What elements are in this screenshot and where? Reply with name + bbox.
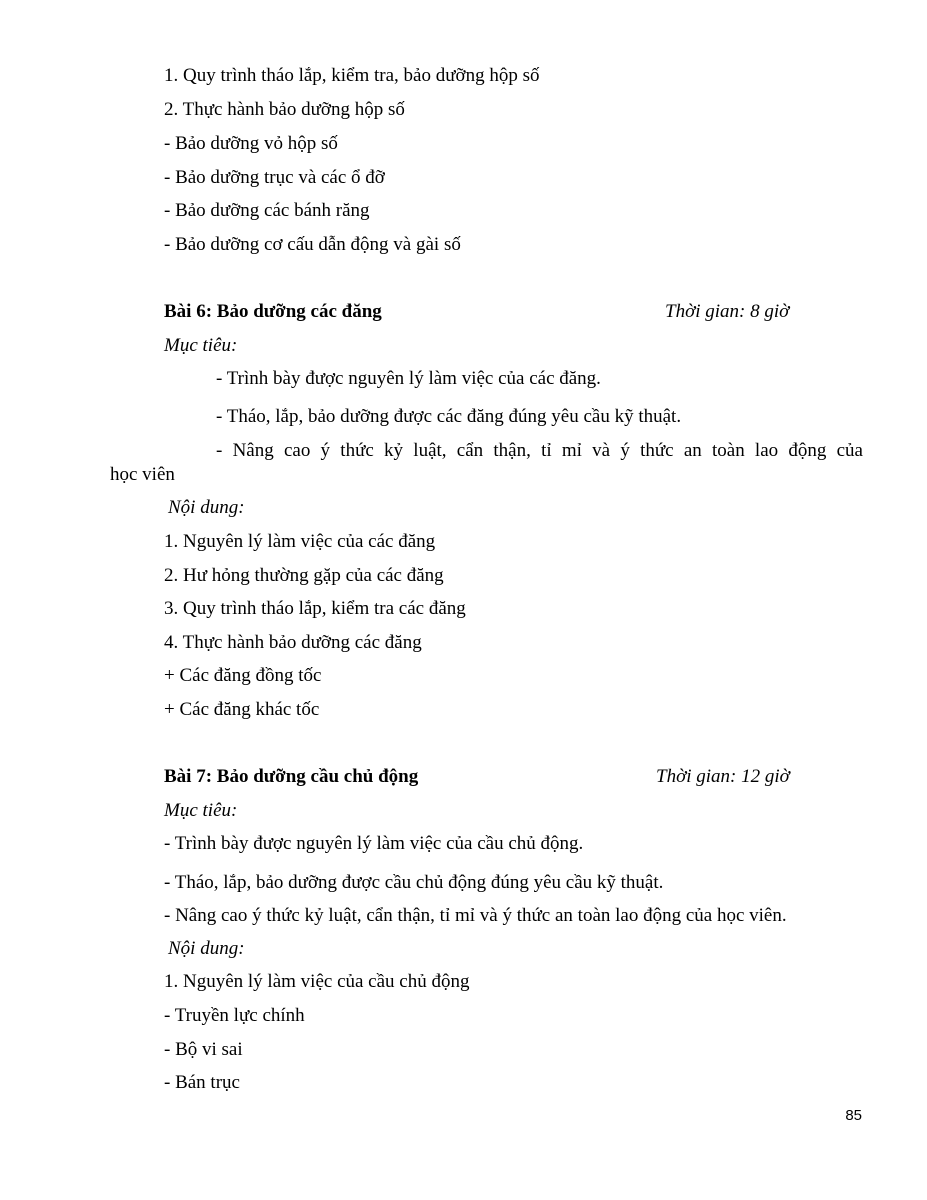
lesson-7-content-item: 1. Nguyên lý làm việc của cầu chủ động [164, 971, 470, 992]
lesson-6-content-item: 4. Thực hành bảo dưỡng các đăng [164, 632, 422, 653]
lesson-7-objectives-label: Mục tiêu: [164, 800, 238, 821]
list-item: - Bảo dưỡng trục và các ổ đỡ [164, 167, 385, 188]
lesson-7-content-label: Nội dung: [168, 938, 245, 959]
lesson-7-content-item: - Truyền lực chính [164, 1005, 305, 1026]
lesson-7-objective: - Trình bày được nguyên lý làm việc của cầu chủ động. [164, 833, 584, 854]
lesson-6-content-label: Nội dung: [168, 497, 245, 518]
lesson-6-content-item: 1. Nguyên lý làm việc của các đăng [164, 531, 436, 552]
lesson-6-objectives-label: Mục tiêu: [164, 335, 238, 356]
lesson-6-content-item: + Các đăng khác tốc [164, 699, 320, 720]
lesson-7-title: Bài 7: Bảo dưỡng cầu chủ động [164, 766, 419, 787]
lesson-7-content-item: - Bộ vi sai [164, 1039, 243, 1060]
list-item: - Bảo dưỡng vỏ hộp số [164, 133, 338, 154]
lesson-6-title: Bài 6: Bảo dưỡng các đăng [164, 301, 382, 322]
list-item: - Bảo dưỡng các bánh răng [164, 200, 370, 221]
lesson-6-content-item: 3. Quy trình tháo lắp, kiểm tra các đăng [164, 598, 466, 619]
list-item: 1. Quy trình tháo lắp, kiểm tra, bảo dưỡng hộp số [164, 65, 540, 86]
lesson-6-objective: - Nâng cao ý thức kỷ luật, cẩn thận, tỉ mỉ và ý thức an toàn lao động của [216, 440, 863, 461]
lesson-6-objective: - Trình bày được nguyên lý làm việc của các đăng. [216, 368, 601, 389]
list-item: - Bảo dưỡng cơ cấu dẫn động và gài số [164, 234, 461, 255]
lesson-7-objective: - Tháo, lắp, bảo dưỡng được cầu chủ động đúng yêu cầu kỹ thuật. [164, 872, 664, 893]
page-number: 85 [845, 1107, 862, 1124]
list-item: 2. Thực hành bảo dưỡng hộp số [164, 99, 405, 120]
lesson-7-time: Thời gian: 12 giờ [656, 766, 790, 787]
lesson-6-objective-continuation: học viên [110, 464, 175, 485]
lesson-7-content-item: - Bán trục [164, 1072, 240, 1093]
lesson-7-objective: - Nâng cao ý thức kỷ luật, cẩn thận, tỉ mỉ và ý thức an toàn lao động của học viên. [164, 905, 787, 926]
lesson-6-time: Thời gian: 8 giờ [665, 301, 790, 322]
lesson-6-content-item: 2. Hư hỏng thường gặp của các đăng [164, 565, 444, 586]
lesson-6-objective: - Tháo, lắp, bảo dưỡng được các đăng đúng yêu cầu kỹ thuật. [216, 406, 682, 427]
lesson-6-content-item: + Các đăng đồng tốc [164, 665, 322, 686]
